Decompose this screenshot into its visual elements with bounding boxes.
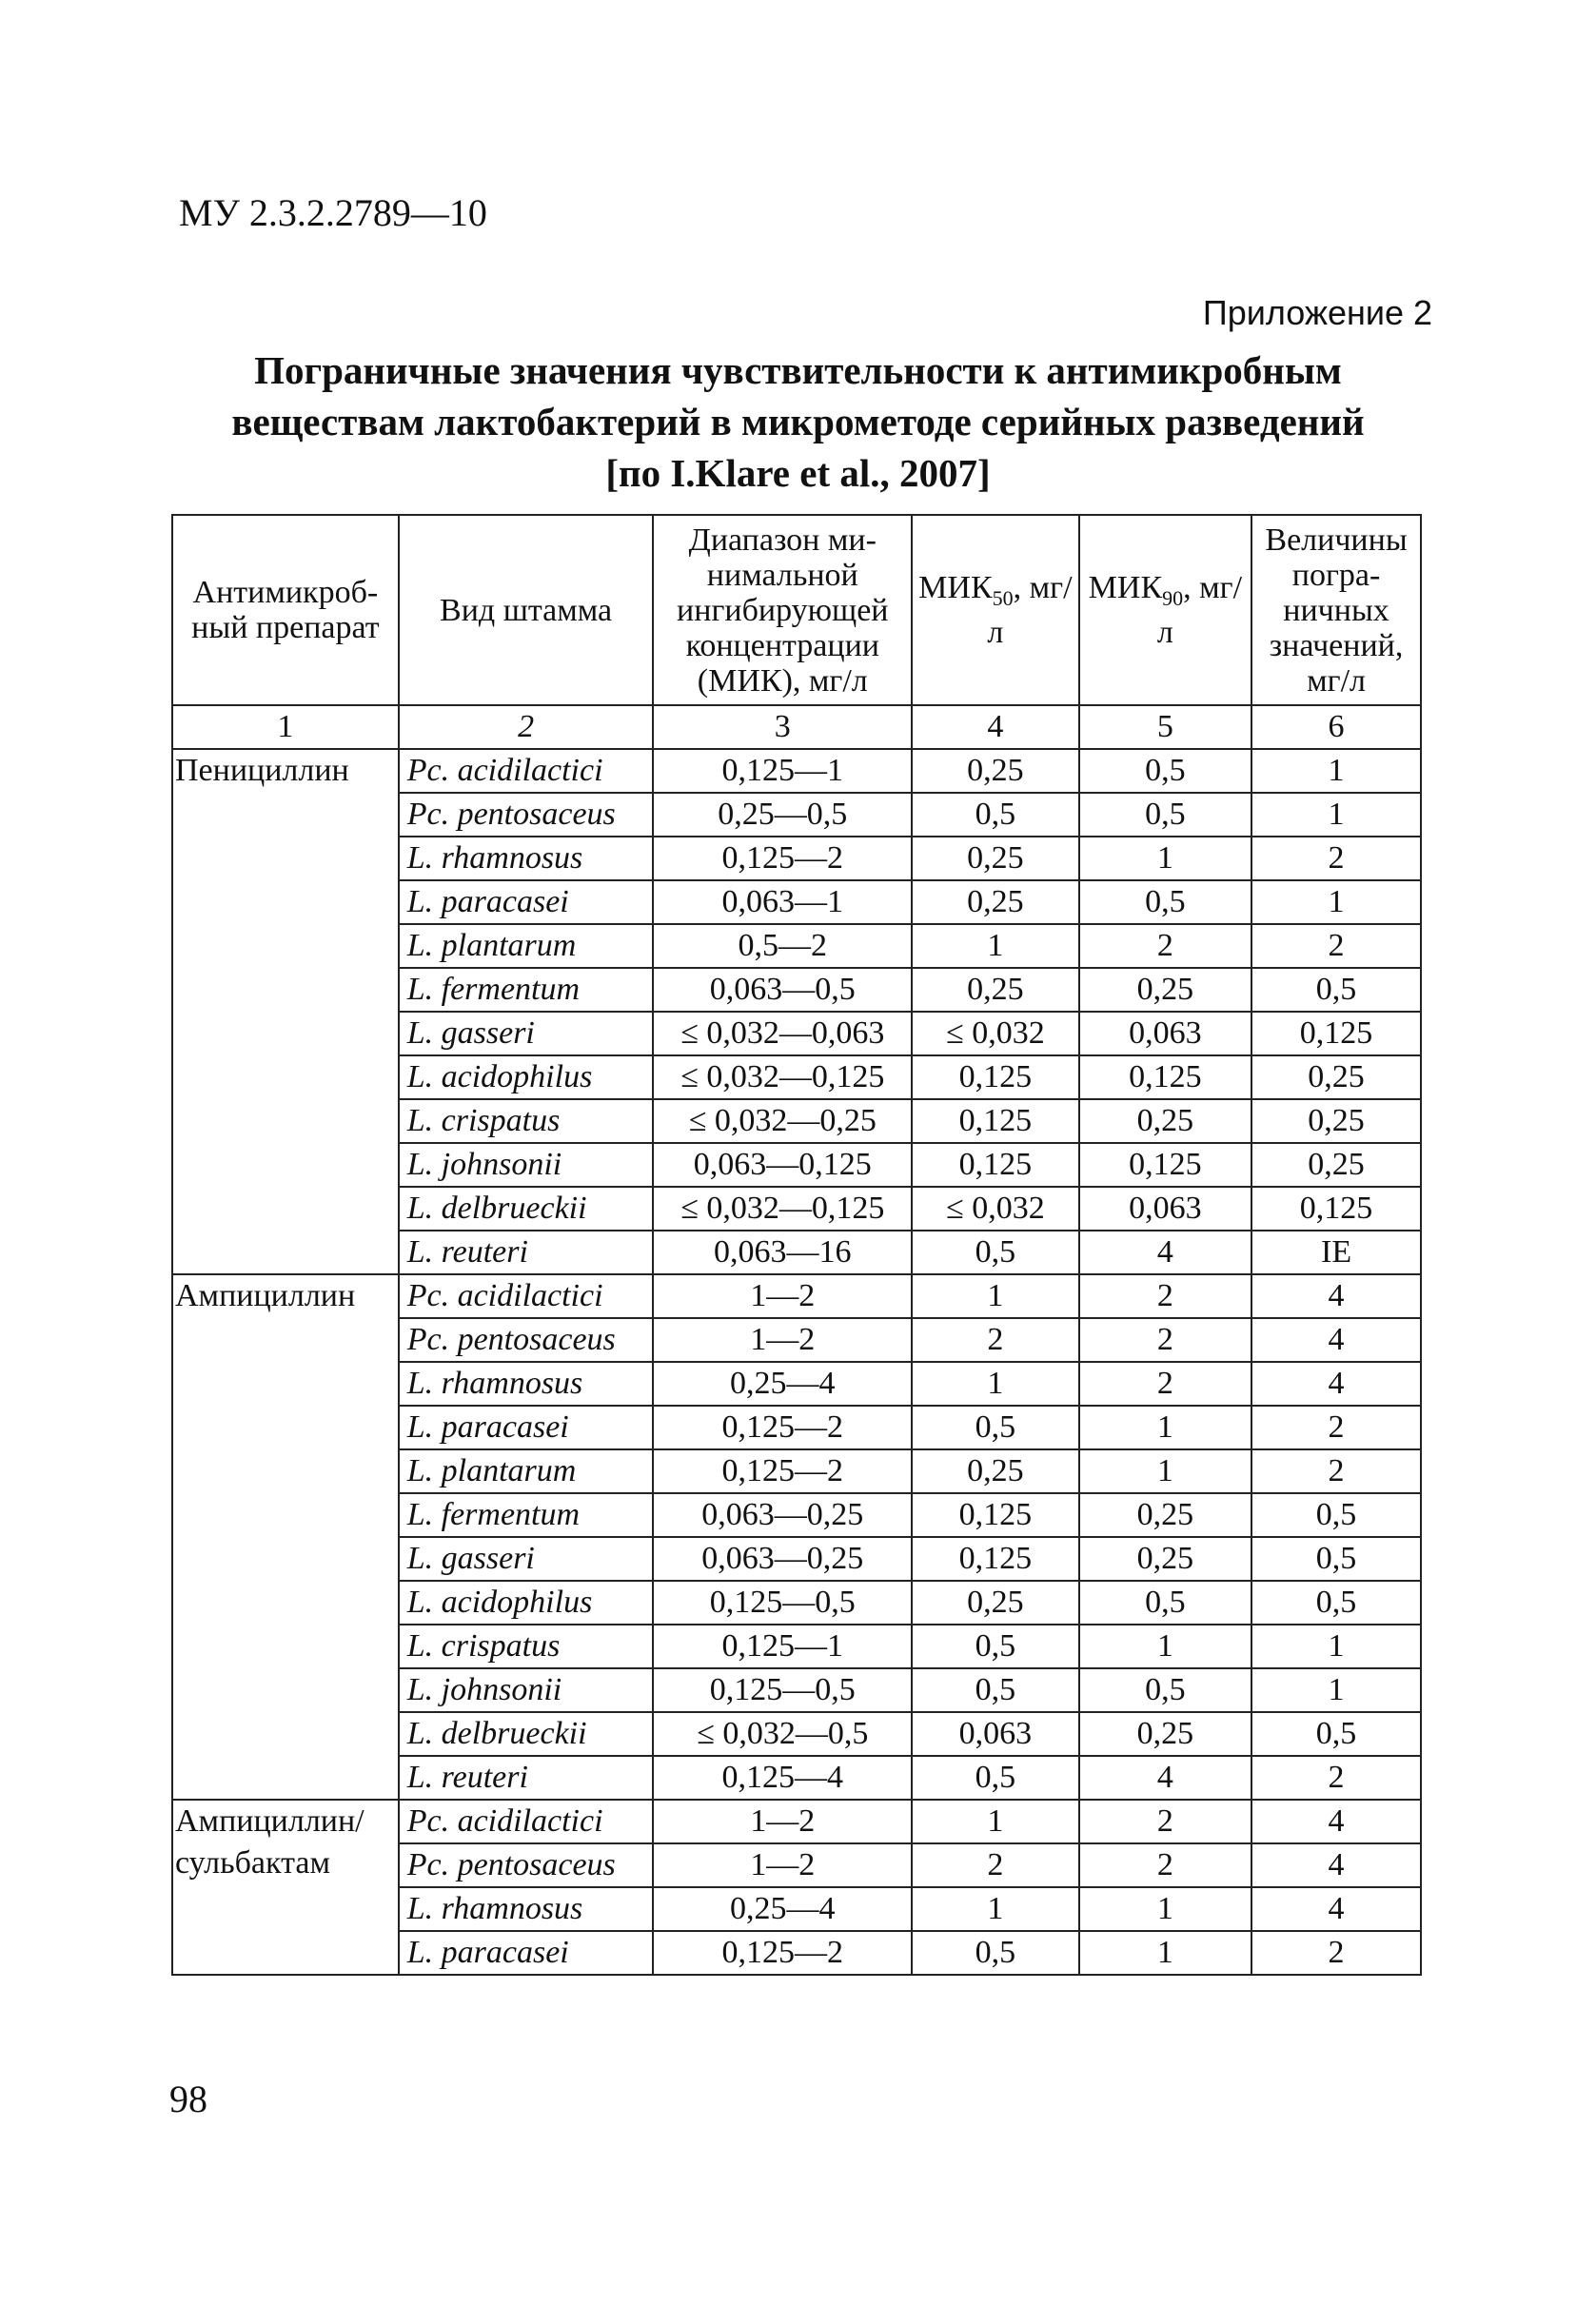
header-mic50-label: МИК [918, 569, 993, 605]
breakpoint-cell: 4 [1251, 1887, 1421, 1931]
mic50-cell: 0,5 [912, 793, 1079, 837]
document-title [143, 345, 1453, 499]
strain-cell: L. crispatus [399, 1625, 654, 1668]
mic50-cell: 0,5 [912, 1756, 1079, 1800]
table-header-row [172, 515, 1421, 705]
mic50-cell: 0,5 [912, 1406, 1079, 1449]
range-cell: ≤ 0,032—0,125 [653, 1187, 912, 1231]
range-cell: 1—2 [653, 1843, 912, 1887]
column-number: 6 [1251, 705, 1421, 749]
mic50-cell: ≤ 0,032 [912, 1187, 1079, 1231]
breakpoint-cell: 0,5 [1251, 1537, 1421, 1581]
mic90-cell: 1 [1079, 1931, 1251, 1975]
mic50-cell: 0,5 [912, 1231, 1079, 1274]
mic50-cell: ≤ 0,032 [912, 1012, 1079, 1055]
column-number-row [172, 705, 1421, 749]
mic90-cell: 1 [1079, 1406, 1251, 1449]
mic50-cell: 1 [912, 1800, 1079, 1843]
mic90-cell: 4 [1079, 1231, 1251, 1274]
breakpoint-cell: 0,125 [1251, 1012, 1421, 1055]
range-cell: 0,125—1 [653, 1625, 912, 1668]
range-cell: ≤ 0,032—0,063 [653, 1012, 912, 1055]
title-line: [по I.Klare et al., 2007] [605, 451, 991, 495]
range-cell: 0,25—4 [653, 1887, 912, 1931]
strain-cell: L. reuteri [399, 1756, 654, 1800]
header-mic50-sub: 50 [992, 585, 1014, 610]
range-cell: 0,125—0,5 [653, 1668, 912, 1712]
mic50-cell: 0,063 [912, 1712, 1079, 1756]
column-number: 5 [1079, 705, 1251, 749]
mic90-cell: 0,5 [1079, 749, 1251, 793]
mic90-cell: 2 [1079, 1274, 1251, 1318]
strain-cell: L. reuteri [399, 1231, 654, 1274]
mic90-cell: 1 [1079, 837, 1251, 880]
breakpoint-cell: 0,25 [1251, 1143, 1421, 1187]
header-breakpoints: Величины погра-ничных значений, мг/л [1251, 515, 1421, 705]
mic50-cell: 0,125 [912, 1055, 1079, 1099]
header-mic50 [912, 515, 1079, 705]
mic90-cell: 2 [1079, 1843, 1251, 1887]
mic50-cell: 0,25 [912, 749, 1079, 793]
range-cell: 0,125—2 [653, 1449, 912, 1493]
strain-cell: L. gasseri [399, 1012, 654, 1055]
mic50-cell: 0,5 [912, 1668, 1079, 1712]
header-mic50-unit: , мг/л [987, 569, 1073, 651]
mic90-cell: 0,5 [1079, 793, 1251, 837]
breakpoint-cell: 2 [1251, 837, 1421, 880]
breakpoint-cell: 2 [1251, 1406, 1421, 1449]
range-cell: ≤ 0,032—0,125 [653, 1055, 912, 1099]
mic90-cell: 0,25 [1079, 968, 1251, 1012]
strain-cell: Pc. pentosaceus [399, 1843, 654, 1887]
breakpoint-cell: 0,5 [1251, 1581, 1421, 1625]
strain-cell: L. fermentum [399, 968, 654, 1012]
table-body [172, 705, 1421, 1975]
range-cell: 0,125—2 [653, 837, 912, 880]
mic90-cell: 0,25 [1079, 1099, 1251, 1143]
breakpoint-cell: 1 [1251, 1668, 1421, 1712]
range-cell: 0,063—0,5 [653, 968, 912, 1012]
breakpoint-cell: 2 [1251, 924, 1421, 968]
column-number: 4 [912, 705, 1079, 749]
strain-cell: L. paracasei [399, 880, 654, 924]
mic50-cell: 0,25 [912, 837, 1079, 880]
breakpoint-cell: IE [1251, 1231, 1421, 1274]
strain-cell: L. rhamnosus [399, 1362, 654, 1406]
mic90-cell: 0,25 [1079, 1537, 1251, 1581]
column-number: 3 [653, 705, 912, 749]
range-cell: 0,125—4 [653, 1756, 912, 1800]
mic90-cell: 2 [1079, 1318, 1251, 1362]
range-cell: 0,25—4 [653, 1362, 912, 1406]
title-line: Пограничные значения чувствительности к антимикробным [254, 348, 1342, 392]
strain-cell: L. crispatus [399, 1099, 654, 1143]
range-cell: 0,063—16 [653, 1231, 912, 1274]
range-cell: 1—2 [653, 1274, 912, 1318]
mic90-cell: 0,5 [1079, 880, 1251, 924]
range-cell: 1—2 [653, 1800, 912, 1843]
drug-name-cell: Ампициллин [172, 1274, 399, 1800]
mic50-cell: 0,5 [912, 1625, 1079, 1668]
title-line: веществам лактобактерий в микрометоде серийных разведений [231, 400, 1365, 443]
mic50-cell: 0,125 [912, 1493, 1079, 1537]
breakpoint-cell: 1 [1251, 880, 1421, 924]
table-row [172, 749, 1421, 793]
strain-cell: L. rhamnosus [399, 837, 654, 880]
header-strain: Вид штамма [399, 515, 654, 705]
page-number: 98 [169, 2078, 207, 2120]
breakpoint-cell: 0,125 [1251, 1187, 1421, 1231]
mic90-cell: 0,5 [1079, 1581, 1251, 1625]
mic50-cell: 0,25 [912, 880, 1079, 924]
mic90-cell: 0,25 [1079, 1712, 1251, 1756]
strain-cell: L. plantarum [399, 1449, 654, 1493]
strain-cell: L. johnsonii [399, 1143, 654, 1187]
breakpoints-table [171, 514, 1422, 1976]
strain-cell: L. fermentum [399, 1493, 654, 1537]
breakpoint-cell: 1 [1251, 749, 1421, 793]
document-code: МУ 2.3.2.2789—10 [179, 191, 487, 234]
strain-cell: L. acidophilus [399, 1581, 654, 1625]
breakpoint-cell: 4 [1251, 1318, 1421, 1362]
range-cell: 0,063—0,125 [653, 1143, 912, 1187]
strain-cell: L. gasseri [399, 1537, 654, 1581]
mic50-cell: 2 [912, 1843, 1079, 1887]
mic90-cell: 2 [1079, 1362, 1251, 1406]
breakpoint-cell: 2 [1251, 1931, 1421, 1975]
range-cell: 0,5—2 [653, 924, 912, 968]
strain-cell: L. johnsonii [399, 1668, 654, 1712]
breakpoint-cell: 0,5 [1251, 1493, 1421, 1537]
header-mic90-label: МИК [1088, 569, 1163, 605]
mic50-cell: 0,125 [912, 1537, 1079, 1581]
range-cell: ≤ 0,032—0,25 [653, 1099, 912, 1143]
mic50-cell: 2 [912, 1318, 1079, 1362]
mic50-cell: 0,125 [912, 1099, 1079, 1143]
breakpoint-cell: 4 [1251, 1362, 1421, 1406]
strain-cell: Pc. acidilactici [399, 1800, 654, 1843]
header-mic90 [1079, 515, 1251, 705]
breakpoint-cell: 4 [1251, 1843, 1421, 1887]
mic50-cell: 0,25 [912, 1581, 1079, 1625]
breakpoint-cell: 4 [1251, 1274, 1421, 1318]
mic50-cell: 1 [912, 1274, 1079, 1318]
strain-cell: Pc. acidilactici [399, 749, 654, 793]
breakpoint-cell: 0,25 [1251, 1055, 1421, 1099]
range-cell: 0,063—0,25 [653, 1537, 912, 1581]
column-number: 2 [399, 705, 654, 749]
range-cell: ≤ 0,032—0,5 [653, 1712, 912, 1756]
mic90-cell: 0,063 [1079, 1187, 1251, 1231]
header-mic90-sub: 90 [1162, 585, 1184, 610]
breakpoint-cell: 1 [1251, 793, 1421, 837]
column-number: 1 [172, 705, 399, 749]
strain-cell: L. rhamnosus [399, 1887, 654, 1931]
range-cell: 0,125—2 [653, 1931, 912, 1975]
strain-cell: Pc. pentosaceus [399, 793, 654, 837]
mic90-cell: 1 [1079, 1449, 1251, 1493]
strain-cell: L. delbrueckii [399, 1712, 654, 1756]
mic90-cell: 4 [1079, 1756, 1251, 1800]
breakpoint-cell: 2 [1251, 1449, 1421, 1493]
header-range: Диапазон ми-нимальной ингибирующей концентрации (МИК), мг/л [653, 515, 912, 705]
breakpoint-cell: 2 [1251, 1756, 1421, 1800]
mic50-cell: 0,5 [912, 1931, 1079, 1975]
mic90-cell: 2 [1079, 1800, 1251, 1843]
appendix-label: Приложение 2 [1202, 293, 1432, 332]
mic50-cell: 1 [912, 924, 1079, 968]
breakpoint-cell: 0,5 [1251, 1712, 1421, 1756]
breakpoint-cell: 0,5 [1251, 968, 1421, 1012]
header-drug: Антимикроб-ный препарат [172, 515, 399, 705]
mic90-cell: 0,125 [1079, 1143, 1251, 1187]
strain-cell: L. acidophilus [399, 1055, 654, 1099]
mic90-cell: 0,5 [1079, 1668, 1251, 1712]
drug-name-cell: Ампициллин/ сульбактам [172, 1800, 399, 1975]
strain-cell: Pc. pentosaceus [399, 1318, 654, 1362]
mic90-cell: 0,063 [1079, 1012, 1251, 1055]
strain-cell: Pc. acidilactici [399, 1274, 654, 1318]
mic50-cell: 0,25 [912, 1449, 1079, 1493]
mic90-cell: 1 [1079, 1887, 1251, 1931]
table-row [172, 1800, 1421, 1843]
breakpoint-cell: 1 [1251, 1625, 1421, 1668]
mic50-cell: 0,125 [912, 1143, 1079, 1187]
breakpoint-cell: 4 [1251, 1800, 1421, 1843]
breakpoint-cell: 0,25 [1251, 1099, 1421, 1143]
range-cell: 0,125—0,5 [653, 1581, 912, 1625]
range-cell: 0,063—1 [653, 880, 912, 924]
table-row [172, 1274, 1421, 1318]
mic50-cell: 1 [912, 1887, 1079, 1931]
range-cell: 1—2 [653, 1318, 912, 1362]
range-cell: 0,125—2 [653, 1406, 912, 1449]
header-mic90-unit: , мг/л [1156, 569, 1243, 651]
mic90-cell: 0,25 [1079, 1493, 1251, 1537]
strain-cell: L. delbrueckii [399, 1187, 654, 1231]
strain-cell: L. paracasei [399, 1406, 654, 1449]
range-cell: 0,25—0,5 [653, 793, 912, 837]
drug-name-cell: Пенициллин [172, 749, 399, 1274]
strain-cell: L. plantarum [399, 924, 654, 968]
range-cell: 0,063—0,25 [653, 1493, 912, 1537]
mic90-cell: 0,125 [1079, 1055, 1251, 1099]
mic50-cell: 0,25 [912, 968, 1079, 1012]
range-cell: 0,125—1 [653, 749, 912, 793]
strain-cell: L. paracasei [399, 1931, 654, 1975]
mic90-cell: 2 [1079, 924, 1251, 968]
mic90-cell: 1 [1079, 1625, 1251, 1668]
mic50-cell: 1 [912, 1362, 1079, 1406]
